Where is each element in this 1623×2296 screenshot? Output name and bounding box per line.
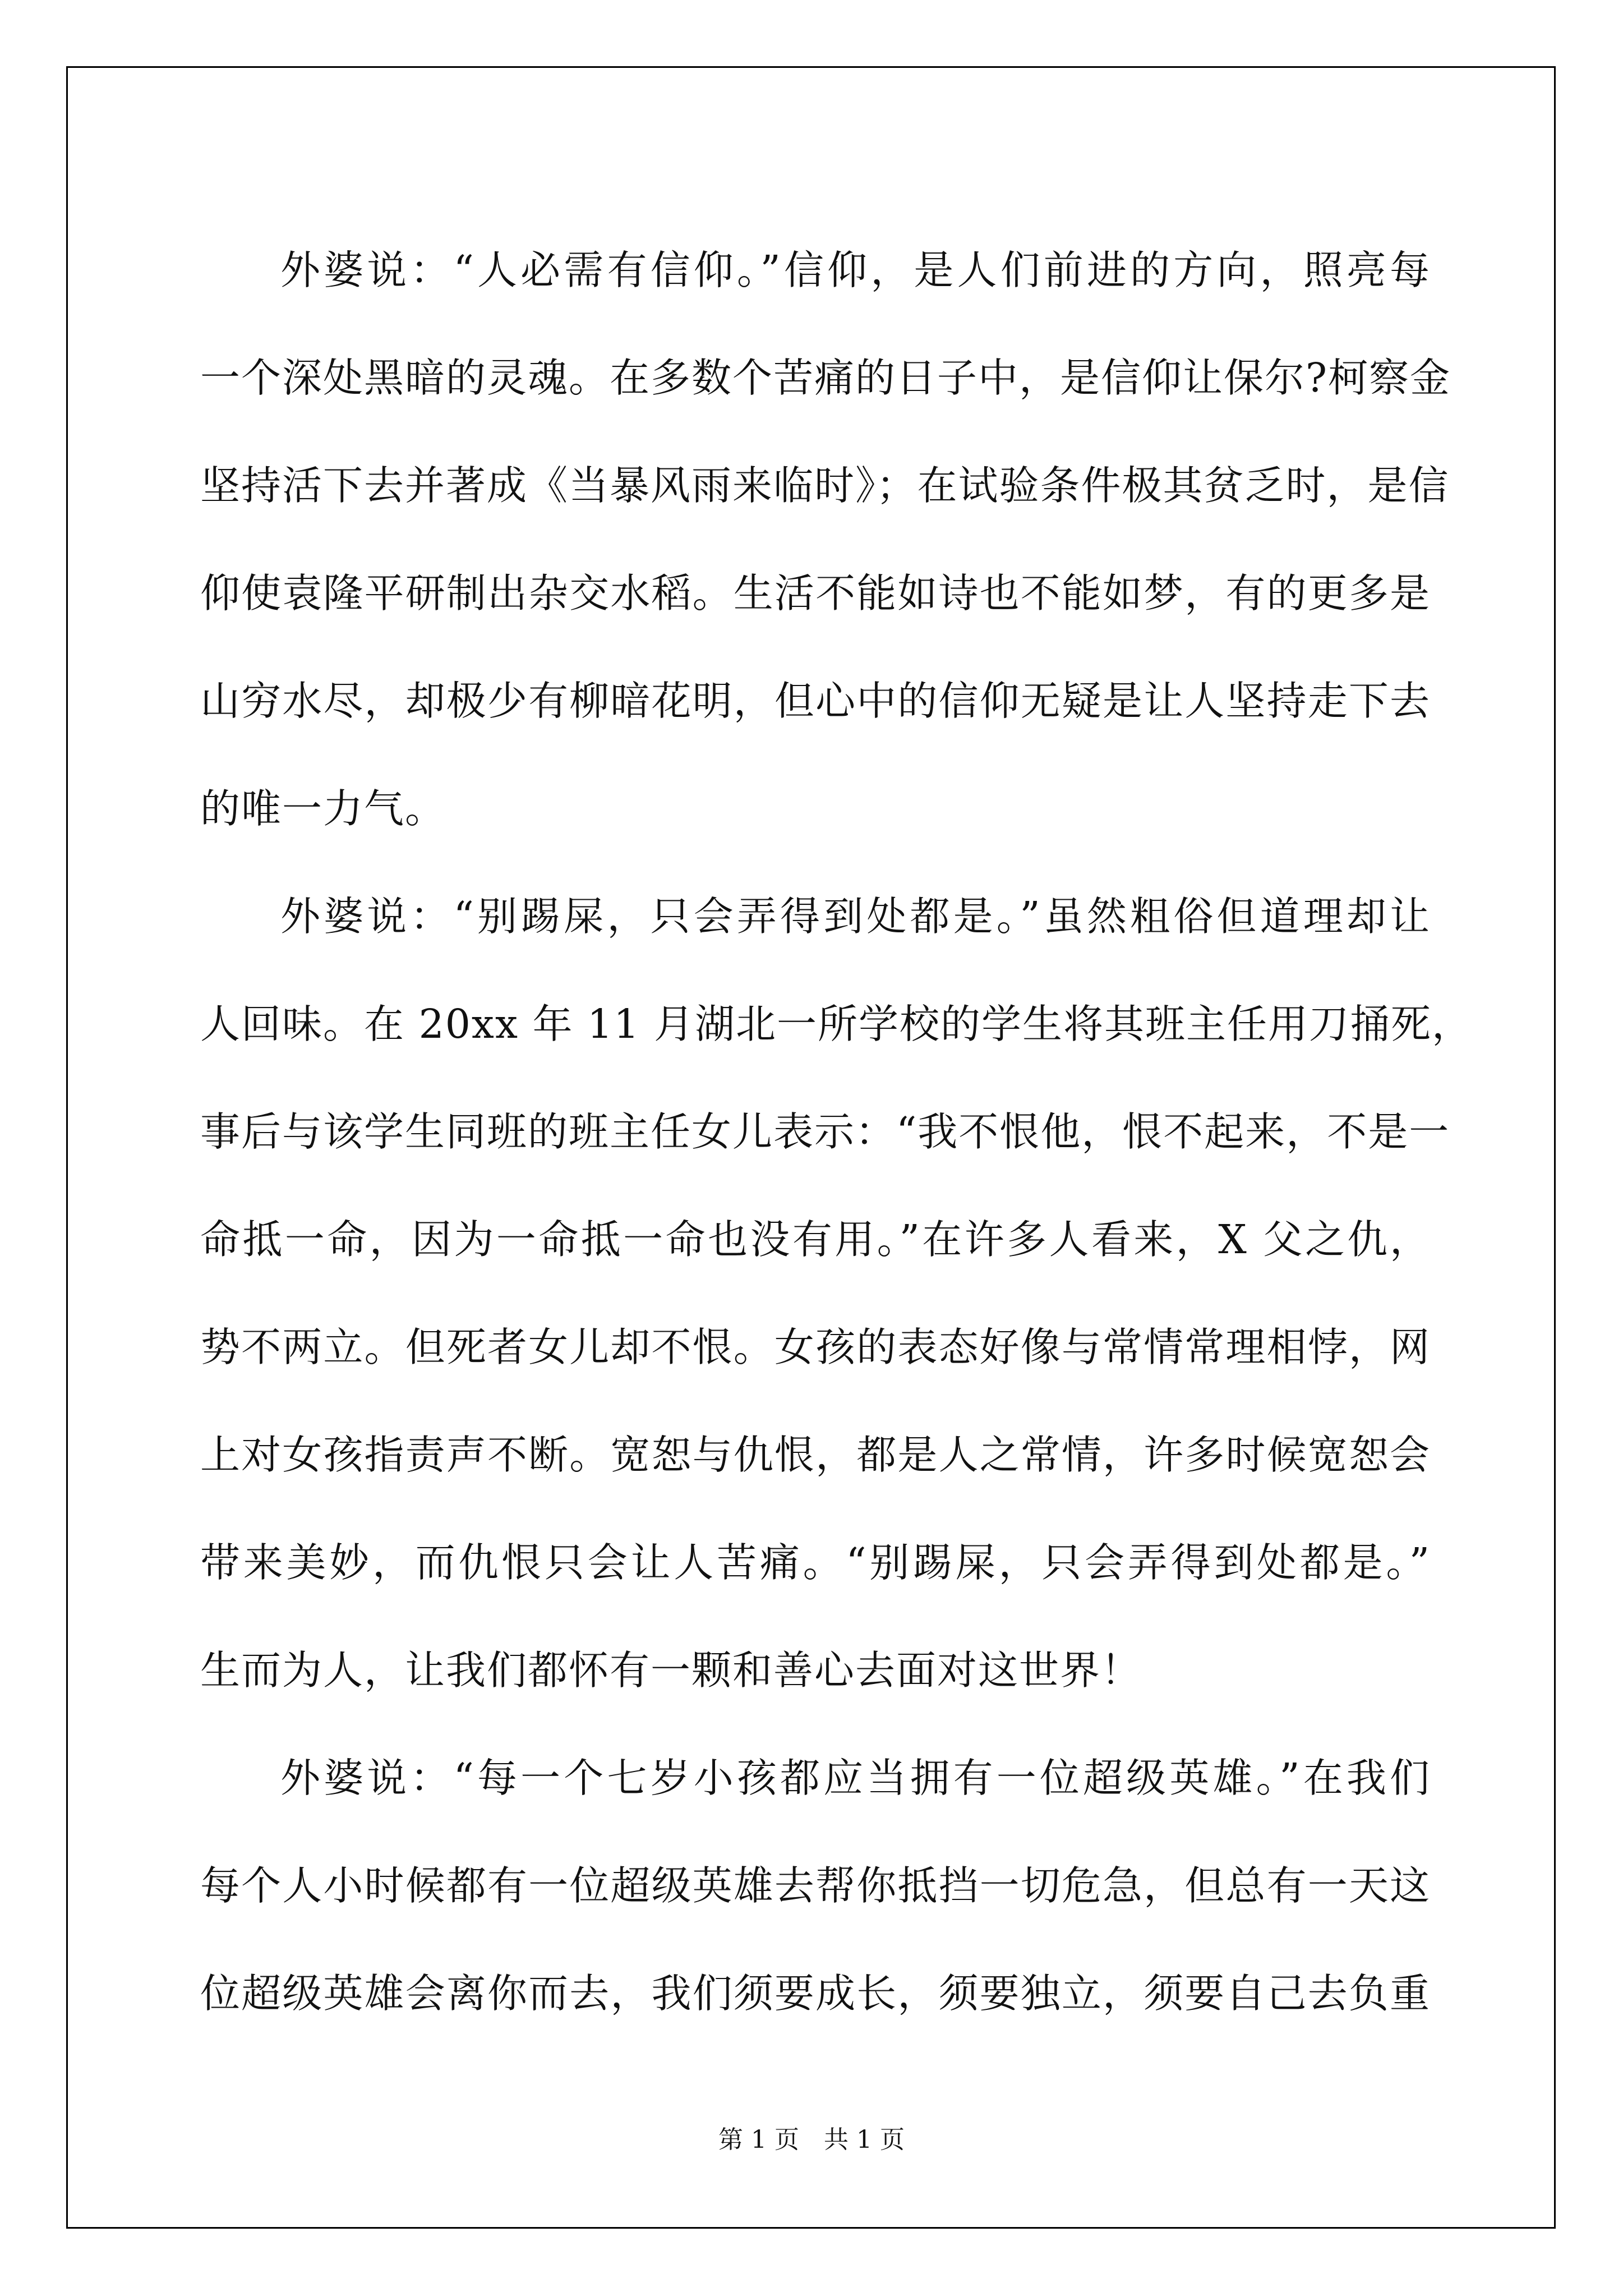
text-line: 一个深处黑暗的灵魂。在多数个苦痛的日子中，是信仰让保尔?柯察金	[200, 355, 1451, 401]
text-line: 仰使袁隆平研制出杂交水稻。生活不能如诗也不能如梦，有的更多是	[200, 570, 1431, 616]
text-line: 的唯一力气。	[200, 785, 446, 832]
text-line: 外婆说：“每一个七岁小孩都应当拥有一位超级英雄。”在我们	[280, 1755, 1431, 1801]
text-line: 外婆说：“人必需有信仰。”信仰，是人们前进的方向，照亮每	[280, 247, 1431, 293]
text-line: 坚持活下去并著成《当暴风雨来临时》；在试验条件极其贫乏时，是信	[200, 462, 1450, 509]
page-number: 第 1 页 共 1 页	[718, 2125, 905, 2154]
text-line: 外婆说：“别踢屎，只会弄得到处都是。”虽然粗俗但道理却让	[280, 893, 1431, 940]
text-line: 命抵一命，因为一命抵一命也没有用。”在许多人看来，X 父之仇，	[200, 1216, 1431, 1263]
paragraph-superhero	[200, 1724, 1431, 2047]
text-line: 生而为人，让我们都怀有一颗和善心去面对这世界！	[200, 1647, 1142, 1694]
text-line: 山穷水尽，却极少有柳暗花明，但心中的信仰无疑是让人坚持走下去	[200, 678, 1431, 724]
paragraph-faith	[200, 217, 1451, 863]
paragraph-forgiveness	[200, 863, 1473, 1724]
text-line: 人回味。在 20xx 年 11 月湖北一所学校的学生将其班主任用刀捅死，	[200, 1001, 1473, 1047]
text-line: 上对女孩指责声不断。宽恕与仇恨，都是人之常情，许多时候宽恕会	[200, 1432, 1431, 1478]
text-line: 事后与该学生同班的班主任女儿表示：“我不恨他，恨不起来，不是一	[200, 1108, 1450, 1155]
document-body	[200, 217, 1473, 2047]
text-line: 每个人小时候都有一位超级英雄去帮你抵挡一切危急，但总有一天这	[200, 1862, 1431, 1909]
text-line: 位超级英雄会离你而去，我们须要成长，须要独立，须要自己去负重	[200, 1970, 1431, 2017]
text-line: 势不两立。但死者女儿却不恨。女孩的表态好像与常情常理相悖，网	[200, 1324, 1431, 1370]
text-line: 带来美妙，而仇恨只会让人苦痛。“别踢屎，只会弄得到处都是。”	[200, 1539, 1431, 1586]
